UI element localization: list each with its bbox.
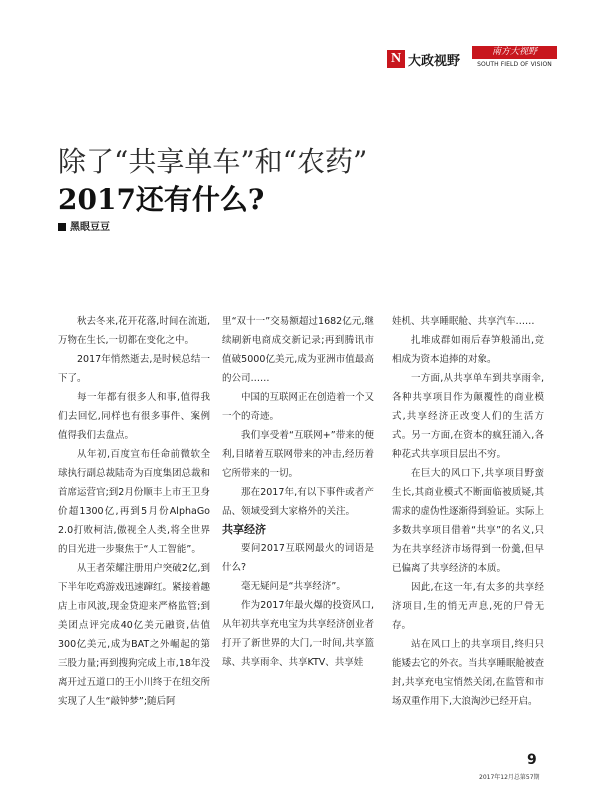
paragraph: 从年初,百度宣布任命前微软全球执行副总裁陆奇为百度集团总裁和首席运营官;到2月份顺丰上市王卫身价超1300亿,再到5月份AlphaGo 2.0打败柯洁,傲视全人类,将全世界的目光进一步聚焦于“人工智能”。 [58, 449, 211, 555]
bullet-square-icon [58, 223, 66, 231]
paragraph: 每一年都有很多人和事,值得我们去回忆,同样也有很多事件、案例值得我们去盘点。 [58, 392, 210, 441]
magazine-header [387, 46, 557, 72]
author-byline [58, 218, 110, 233]
paragraph: 在巨大的风口下,共享项目野蛮生长,其商业模式不断面临被质疑,其需求的虚伪性逐渐得到验证。实际上多数共享项目借着“共享”的名义,只为在共享经济市场得到一份羹,但早已偏离了共享经济的本质。 [392, 468, 545, 574]
paragraph: 一方面,从共享单车到共享雨伞,各种共享项目作为颠覆性的商业模式,共享经济正改变人们的生活方式。另一方面,在资本的疯狂涌入,各种花式共享项目层出不穷。 [392, 373, 544, 460]
paragraph: 那在2017年,有以下事件或者产品、领域受到大家格外的关注。 [222, 487, 374, 517]
column-3 [392, 312, 544, 711]
paragraph: 因此,在这一年,有太多的共享经济项目,生的悄无声息,死的尸骨无存。 [392, 582, 544, 631]
paragraph: 我们享受着“互联网+”带来的便利,目睹着互联网带来的冲击,经历着它所带来的一切。 [222, 430, 374, 479]
brand-subtitle: SOUTH FIELD OF VISION [477, 61, 552, 68]
column-2 [222, 312, 374, 672]
brand-banner [472, 46, 557, 59]
paragraph: 从王者荣耀注册用户突破2亿,到下半年吃鸡游戏迅速蹿红。紧接着趣店上市风波,现金贷迎来严格监管;到美团点评完成40亿美元融资,估值300亿美元,成为BAT之外崛起的第三股力量;再到搜狗完成上市,18年没离开过五道口的王小川终于在纽交所实现了人生“敲钟梦”;随后阿 [58, 563, 211, 707]
article-title-line1: 除了“共享单车”和“农药” [58, 145, 368, 178]
column-1 [58, 312, 210, 711]
article-title-line2: 2017还有什么? [58, 183, 265, 216]
paragraph: 秋去冬来,花开花落,时间在流逝,万物在生长,一切都在变化之中。 [58, 316, 210, 346]
issue-info: 2017年12月总第57期 [479, 774, 540, 781]
page-number: 9 [527, 752, 537, 768]
section-heading: 共享经济 [222, 523, 266, 536]
paragraph: 扎堆成群如雨后春笋般涌出,竞相成为资本追捧的对象。 [392, 335, 544, 365]
paragraph: 毫无疑问是“共享经济”。 [241, 581, 346, 592]
brand-name: 南方大视野 [491, 47, 537, 57]
paragraph-continued: 里“双十一”交易额超过1682亿元,继续刷新电商成交新记录;再到腾讯市值破5000亿美元,成为亚洲市值最高的公司…… [222, 316, 374, 384]
section-name: 大政视野 [408, 54, 461, 69]
paragraph: 站在风口上的共享项目,终归只能矮去它的外衣。当共享睡眠舱被查封,共享充电宝悄然关闭,在监管和市场双重作用下,大浪淘沙已经开启。 [392, 639, 545, 707]
paragraph: 作为2017年最火爆的投资风口,从年初共享充电宝为共享经济创业者打开了新世界的大门,一时间,共享篮球、共享雨伞、共享KTV、共享娃 [222, 600, 375, 668]
paragraph: 要问2017互联网最火的词语是什么? [222, 543, 374, 573]
logo-badge: N [387, 50, 405, 68]
paragraph: 中国的互联网正在创造着一个又一个的奇迹。 [222, 392, 375, 422]
author-name: 黑眼豆豆 [70, 222, 110, 233]
paragraph-continued: 娃机、共享睡眠舱、共享汽车…… [392, 316, 535, 327]
paragraph: 2017年悄然逝去,是时候总结一下了。 [58, 354, 210, 384]
